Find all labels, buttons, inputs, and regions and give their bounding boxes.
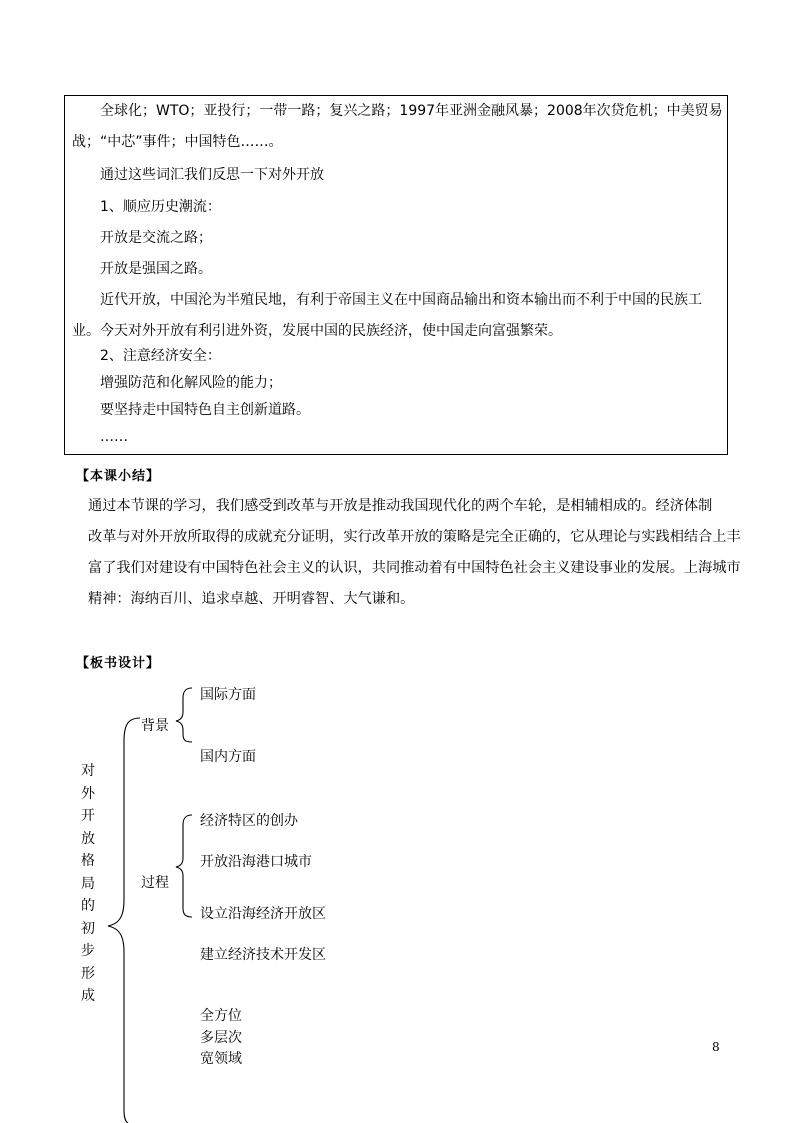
extra-item-1: 全方位 xyxy=(200,1008,242,1024)
background-label: 背景 xyxy=(141,718,169,734)
summary-line-2: 改革与对外开放所取得的成就充分证明，实行改革开放的策略是完全正确的，它从理论与实践相结合上丰 xyxy=(88,529,741,545)
summary-line-4: 精神：海纳百川、追求卓越、开明睿智、大气谦和。 xyxy=(88,591,415,607)
title-char: 外 xyxy=(81,785,95,802)
box-line-4: 1、顺应历史潮流： xyxy=(100,199,221,215)
main-brace xyxy=(108,718,140,1123)
box-line-7: 近代开放，中国沦为半殖民地，有利于帝国主义在中国商品输出和资本输出而不利于中国的民族工 xyxy=(100,292,702,308)
title-char: 对 xyxy=(81,763,95,779)
board-heading: 【板书设计】 xyxy=(76,656,161,671)
process-item-4: 建立经济技术开发区 xyxy=(200,947,326,963)
extra-item-2: 多层次 xyxy=(200,1030,242,1046)
page-number: 8 xyxy=(712,1040,720,1054)
process-item-3: 设立沿海经济开放区 xyxy=(200,906,326,922)
background-item-2: 国内方面 xyxy=(200,749,256,765)
process-brace xyxy=(176,815,192,917)
title-char: 局 xyxy=(81,875,95,892)
box-line-1: 全球化；WTO；亚投行；一带一路；复兴之路；1997年亚洲金融风暴；2008年次贷危机；中美贸易 xyxy=(100,103,723,119)
title-char: 初 xyxy=(81,920,95,937)
box-line-9: 2、注意经济安全： xyxy=(100,348,221,364)
title-char: 成 xyxy=(81,988,95,1004)
process-item-2: 开放沿海港口城市 xyxy=(200,854,312,870)
process-item-1: 经济特区的创办 xyxy=(200,813,298,829)
box-line-10: 增强防范和化解风险的能力； xyxy=(100,375,282,391)
background-item-1: 国际方面 xyxy=(200,687,256,703)
title-char: 步 xyxy=(81,943,95,959)
title-char: 格 xyxy=(81,853,95,869)
box-line-12: …… xyxy=(100,429,128,445)
summary-line-1: 通过本节课的学习，我们感受到改革与开放是推动我国现代化的两个车轮，是相辅相成的。经济体制 xyxy=(88,498,713,514)
summary-line-3: 富了我们对建设有中国特色社会主义的认识，共同推动着有中国特色社会主义建设事业的发展。上海城市 xyxy=(88,560,741,576)
box-line-3: 通过这些词汇我们反思一下对外开放 xyxy=(100,167,324,183)
background-brace xyxy=(176,688,192,742)
title-char: 放 xyxy=(81,830,95,847)
title-char: 形 xyxy=(81,965,95,982)
title-char: 开 xyxy=(81,808,95,824)
box-line-2: 战；“中芯”事件；中国特色……。 xyxy=(72,134,283,150)
process-label: 过程 xyxy=(141,875,169,891)
summary-heading: 【本课小结】 xyxy=(76,469,161,484)
extra-item-3: 宽领域 xyxy=(200,1051,242,1067)
box-line-11: 要坚持走中国特色自主创新道路。 xyxy=(100,402,310,418)
box-line-5: 开放是交流之路； xyxy=(100,230,212,246)
box-line-6: 开放是强国之路。 xyxy=(100,261,212,277)
box-line-8: 业。今天对外开放有利引进外资，发展中国的民族经济，使中国走向富强繁荣。 xyxy=(72,323,562,339)
title-char: 的 xyxy=(81,898,95,914)
